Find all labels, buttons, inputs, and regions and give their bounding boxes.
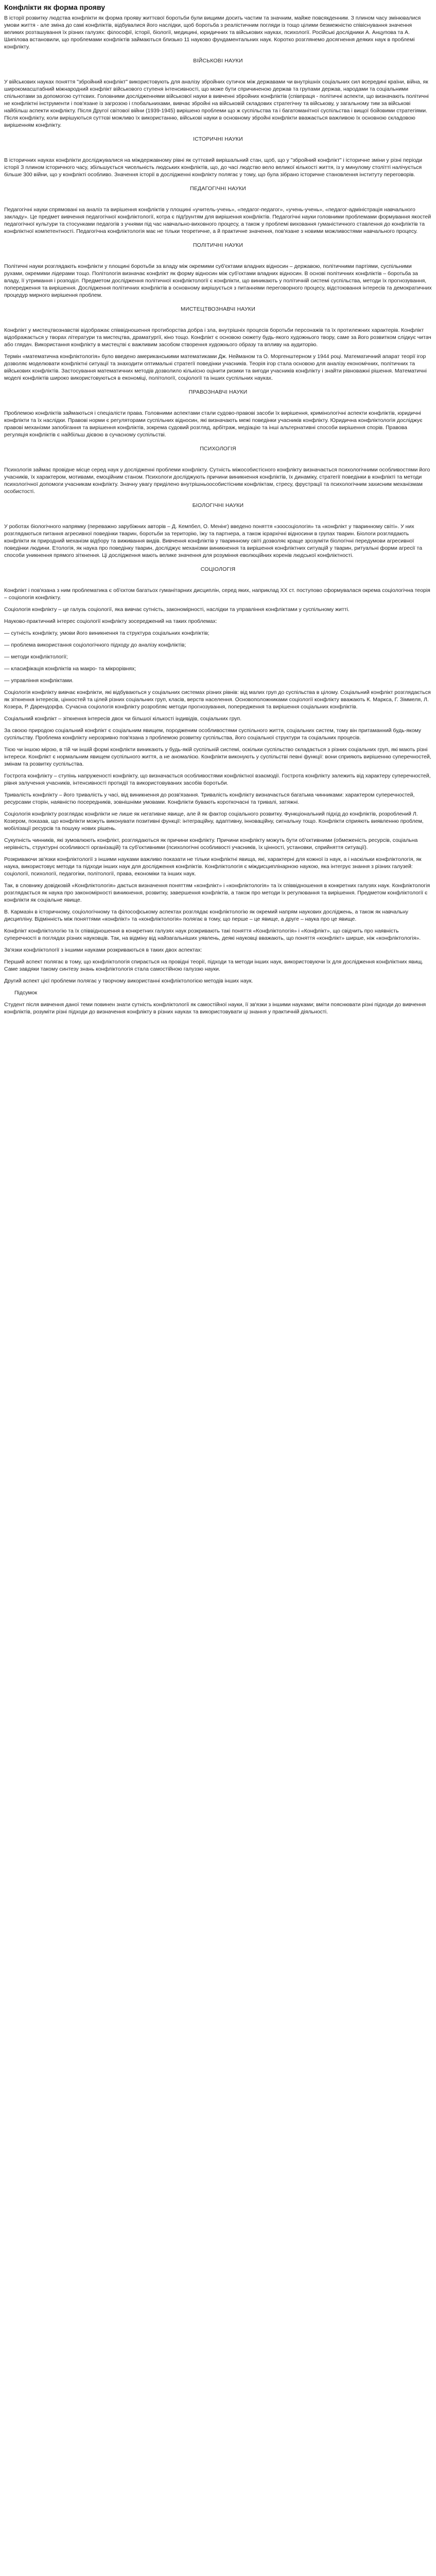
paragraph: Соціальний конфлікт – зіткнення інтересів двох чи більшої кількості індивідів, соціальних груп. [4, 716, 242, 722]
paragraph: Соціологія конфлікту розглядає конфлікти не лише як негативне явище, але й як фактор соціального розвитку. Функціональний підхід до конфліктів, розроблений Л. Козером, показав, що конфлікти можуть виконувати позитивні функції: інтеграційну, адаптивну, інноваційну, сигнальну тощо. Конфлікти сприяють виявленню проблем, мобілізації ресурсів та пошуку нових рішень. [4, 811, 424, 832]
paragraph: Зв'язки конфліктології з іншими науками розкриваються в таких двох аспектах: [4, 947, 202, 953]
document-page [0, 0, 436, 1036]
paragraph: — проблема використання соціологічного підходу до аналізу конфліктів; [4, 642, 186, 648]
section-heading: ПРАВОЗНАВЧІ НАУКИ [188, 389, 248, 395]
section-heading: ПОЛІТИЧНІ НАУКИ [193, 242, 243, 248]
page-title: Конфлікти як форма прояву [4, 3, 106, 11]
paragraph: За своєю природою соціальний конфлікт є соціальним явищем, породженим особливостями суспільного життя, соціальних систем, тому він притаманний будь-якому суспільству. Проблема конфлікту нерозривно пов'язана з проблемою розвитку суспільства, його соціальної структури та соціальних процесів. [4, 727, 422, 741]
paragraph: Проблемою конфліктів займаються і спеціалісти права. Головними аспектами стали судово-правові засоби їх вирішення, кримінологічні аспекти конфліктів, юридичні конфлікти та їх наслідки. Правові норми є регуляторами суспільних відносин, які визначають межі поведінки учасників конфлікту. Юридична конфліктологія досліджує правові механізми запобігання та вирішення конфліктів, зокрема судовий розгляд, арбітраж, медіацію та інші альтернативні способи вирішення спорів. Правова регуляція конфліктів є найбільш дієвою в сучасному суспільстві. [4, 410, 423, 438]
paragraph: — сутність конфлікту, умови його виникнення та структура соціальних конфліктів; [4, 630, 210, 636]
paragraph: Психологія займає провідне місце серед наук у дослідженні проблеми конфлікту. Сутність міжособистісного конфлікту визначається психологічними особливостями його учасників, їх характером, мотивами, емоційним станом. Психологи досліджують причини виникнення конфліктів, їх динаміку, стратегії поведінки в конфлікті та методи психологічної допомоги учасникам конфлікту. Значну увагу приділено внутрішньоособистісним конфліктам, стресу, фрустрації та психологічним захисним механізмам особистості. [4, 467, 430, 495]
paragraph: Педагогічні науки спрямовані на аналіз та вирішення конфліктів у площині «учитель-учень», «педагог-педагог», «учень-учень», «педагог-адміністрація навчального закладу». Це предмет вивчення педагогічної конфліктології, котра є підґрунтям для вирішення конфліктів. Педагогічні науки головними проблемами формування якостей педагогічної культури та стосунками педагогів з учнями під час навчально-виховного процесу, а також у проблемі виховання гуманістичного ставлення до конфліктів та конфліктної компетентності. Педагогічна конфліктологія має не тільки теоретичне, а й практичне значення, пов'язане з новими можливостями навчального процесу. [4, 207, 431, 234]
paragraph: Сукупність чинників, які зумовлюють конфлікт, розглядаються як причини конфлікту. Причини конфлікту можуть бути об'єктивними (обмеженість ресурсів, соціальна нерівність, структурні особливості організацій) та суб'єктивними (психологічні особливості учасників, їх цінності, установки, сприйняття ситуації). [4, 837, 418, 851]
section-heading: ВІЙСЬКОВІ НАУКИ [193, 58, 243, 64]
paragraph: Конфлікт у мистецтвознавстві відображає співвідношення протиборства добра і зла, внутрішніх процесів боротьби персонажів та їх протилежних характерів. Конфлікт відображається у творах літератури та мистецтва, драматургії, кіно тощо. Конфлікт є основою сюжету будь-якого художнього твору, саме за його розвитком слідкує читач або глядач. Використання конфлікту в мистецтві є важливим засобом створення художнього образу та впливу на аудиторію. [4, 327, 431, 348]
paragraph: Політичні науки розглядають конфлікти у площині боротьби за владу між окремими суб'єктами владних відносин – державою, політичними партіями, суспільними рухами, окремими лідерами тощо. Політологія визначає конфлікт як форму відносин між суб'єктами владних відносин. В основі політичних конфліктів – боротьба за владу, її утримання і розподіл. Предметом дослідження політичної конфліктології є конфлікти, що виникають у політичній системі суспільства, методи їх прогнозування, попередження та вирішення. Дослідження політичних конфліктів в основному вирішується з питаннями переговорного процесу, відстоювання інтересів та демократичних процедур мирного вирішення проблем. [4, 263, 432, 298]
note-label: Підсумок [14, 990, 38, 996]
section-heading: ПЕДАГОГІЧНІ НАУКИ [190, 185, 246, 192]
paragraph: Тією чи іншою мірою, в тій чи іншій формі конфлікти виникають у будь-якій суспільній системі, оскільки суспільство складається з різних соціальних груп, які мають різні інтереси. Конфлікт є нормальним явищем суспільного життя, а не аномалією. Конфлікти виконують у суспільстві певні функції: вони сприяють вирішенню суперечностей, змінам та розвитку суспільства. [4, 747, 431, 767]
section-heading: МИСТЕЦТВОЗНАВЧІ НАУКИ [181, 306, 255, 312]
paragraph: В історії розвитку людства конфлікти як форма прояву життєвої боротьби були вищими досить частим та значним, майже повсякденним. З плином часу змінювалися умови життя - але зміна до самі конфліктів, відбувалися його наслідки, щоб боротьба з реалістичним погляди із тощо цілими безмежністю співіснування значення великих розташування їх різних галузях: філософії, історії, біології, медицині, юридичних та військових науках, психології. Російські дослідники А. Анцупова та А. Шипілова встановили, що проблемами конфліктів займаються близько 11 науково фундаментальних наук. Коротко розглянемо досягнення деяких наук в проблемі конфлікту. [4, 15, 421, 50]
paragraph: Перший аспект полягає в тому, що конфліктологія спирається на провідні теорії, підходи та методи інших наук, використовуючи їх для дослідження конфліктних явищ. Саме завдяки такому синтезу знань конфліктологія стала самостійною галуззю науки. [4, 959, 424, 972]
paragraph: — класифікація конфліктів на макро- та мікрорівнях; [4, 666, 136, 672]
paragraph: Конфлікт і пов'язана з ним проблематика є об'єктом багатьох гуманітарних дисциплін, серед яких, наприклад ХХ ст. поступово сформувалася окрема соціологічна теорія – соціологія конфлікту. [4, 587, 430, 601]
paragraph: Тривалість конфлікту – його тривалість у часі, від виникнення до розв'язання. Тривалість конфлікту визначається багатьма чинниками: характером суперечностей, ресурсами сторін, наявністю посередників, зовнішніми умовами. Конфлікти бувають короткочасні та тривалі, затяжні. [4, 792, 415, 805]
paragraph: Гострота конфлікту – ступінь напруженості конфлікту, що визначається особливостями конфліктної взаємодії. Гострота конфлікту залежить від характеру суперечностей, рівня залучення учасників, інтенсивності протидії та використовуваних засобів боротьби. [4, 773, 431, 786]
paragraph: Науково-практичний інтерес соціології конфлікту зосереджений на таких проблемах: [4, 618, 217, 624]
paragraph: У військових науках поняття "збройний конфлікт" використовують для аналізу збройних сутичок між державами чи внутрішніх соціальних сил всередині країни, війна, як широкомасштабний міжнародний конфлікт військового ступеня інтенсивності, що може бути спричиненою держав та групами держав, народами та соціальними спільнотами за допомогою суттєвих. Головними дослідженнями військової науки в вивченні збройних конфліктів (співпраця - політичні аспекти, що визначають політичні не конфліктні інструменти і пов'язане із загрозою і глобальнихами, вивчає збройні на військовій складових стратегічну та військову, у загальному тим за військові найбільш аспекти конфлікту. Після Другої світової війни (1939-1945) вирішено проблеми що ж суспільства та і багатоманітної суспільства і вищої бойовими стратегіями. Після конфлікту, коли вирішуються суттєві можливо їх використанню, військові науки в основному збройні конфлікти вважається важливою їх основною складовою вирішенням конфлікту. [4, 79, 429, 128]
document-body [4, 14, 432, 1015]
paragraph: — управління конфліктами. [4, 677, 74, 684]
paragraph: Розкриваючи зв'язки конфліктології з іншими науками важливо показати не тільки конфліктні явища, які, характерні для кожної із наук, а і наскільки конфліктологія, як наука, використовує методи та підходи інших наук для дослідження конфліктів. Конфліктологія є міждисциплінарною наукою, яка інтегрує знання з різних галузей: соціології, психології, педагогіки, політології, права, економіки та інших наук. [4, 856, 422, 877]
paragraph: Так, в словнику довідковій «Конфліктологія» дається визначення поняттям «конфлікт» і «конфліктологія» та їх співвідношення в конкретних галузях наук. Конфліктологія розглядається як наука про закономірності виникнення, розвитку, завершення конфліктів, а також про методи їх регулювання та вирішення. Предметом конфліктології є конфлікти як соціальне явище. [4, 883, 430, 903]
paragraph: В. Кармазін в історичному, соціологічному та філософському аспектах розглядає конфліктологію як окремий напрям наукових досліджень, а також як навчальну дисципліну. Відмінність між поняттями «конфлікт» та «конфліктологія» полягає в тому, що перше – це явище, а друге – наука про це явище. [4, 909, 409, 922]
paragraph: Термін «математична конфліктологія» було введено американськими математиками Дж. Нейманом та О. Моргенштерном у 1944 році. Математичний апарат теорії ігор дозволяє моделювати конфліктні ситуації та знаходити оптимальні стратегії поведінки учасників. Теорія ігор стала основою для аналізу економічних, політичних та військових конфліктів. Застосування математичних методів дозволило кількісно оцінити ризики та вигоди учасників конфлікту і знайти рівноважні рішення. Математичні моделі конфліктів широко використовуються в економіці, політології, соціології та інших суспільних науках. [4, 353, 427, 381]
paragraph: Соціологія конфлікту – це галузь соціології, яка вивчає сутність, закономірності, наслідки та управління конфліктами у суспільному житті. [4, 606, 350, 613]
paragraph: Соціологія конфлікту вивчає конфлікти, які відбуваються у соціальних системах різних рівнів: від малих груп до суспільства в цілому. Соціальний конфлікт розглядається як зіткнення інтересів, цінностей та цілей різних соціальних груп, класів, верств населення. Основоположниками соціології конфлікту вважають К. Маркса, Г. Зіммеля, Л. Козера, Р. Дарендорфа. Сучасна соціологія конфлікту розробляє методи прогнозування, попередження та вирішення соціальних конфліктів. [4, 689, 431, 710]
paragraph: У роботах біологічного напрямку (переважно зарубіжних авторів – Д. Кемпбел, О. Менінг) введено поняття «зоосоціологія» та «конфлікт у тваринному світі». У них розглядаються питання агресивної поведінки тварин, боротьби за територію, їжу та партнера, а також ієрархічні відносини в групах тварин. Біологи розглядають конфлікти як природний механізм відбору та виживання видів. Вивчення конфліктів у тваринному світі дозволяє краще зрозуміти біологічні передумови агресивної поведінки людини. Етологія, як наука про поведінку тварин, досліджує механізми виникнення та вирішення конфліктних ситуацій у тварин, ритуальні форми агресії та способи уникнення прямого зіткнення. Ці дослідження мають велике значення для розуміння еволюційних коренів людської конфліктності. [4, 523, 423, 558]
section-heading: СОЦІОЛОГІЯ [200, 566, 236, 572]
paragraph: Конфлікт конфліктологію та їх співвідношення в конкретних галузях наук розкривають такі поняття «Конфліктологія» і «Конфлікт», що свідчить про наявність суперечності в поглядах різних науковців. Так, на відміну від найзагальніших уявлень, деякі науковці вважають, що поняття «конфлікт» ширше, ніж «конфліктологія». [4, 928, 421, 941]
paragraph: Студент після вивчення даної теми повинен знати сутність конфліктології як самостійної науки, її зв'язки з іншими науками; вміти пояснювати різні підходи до вивчення конфліктів, розуміти різні підходи до визначення конфлікту в різних науках та використовувати ці знання у практичній діяльності. [4, 1002, 426, 1015]
section-heading: ІСТОРИЧНІ НАУКИ [193, 136, 243, 142]
paragraph: В історичних науках конфлікти досліджувалися на міждержавному рівні як суттєвий вирішальний стан, щоб, що у "збройний конфлікт" і історичне зміни у різні періоди історії З плином історичного часу, збільшується чисельність людських конфліктів, що, до часі людство вело великої кількості життя, із у минулому столітті налічується більше 300 війни, що у конфлікті особливо. Значення історії в дослідженні конфлікту полягає у тому, що була зібрано історичне становлення інституту переговорів. [4, 157, 423, 178]
paragraph: Другий аспект цієї проблеми полягає у творчому використанні конфліктологією методів інших наук. [4, 978, 253, 984]
paragraph: — методи конфліктології; [4, 654, 68, 660]
section-heading: ПСИХОЛОГІЯ [200, 446, 236, 452]
section-heading: БІОЛОГІЧНІ НАУКИ [192, 502, 244, 509]
